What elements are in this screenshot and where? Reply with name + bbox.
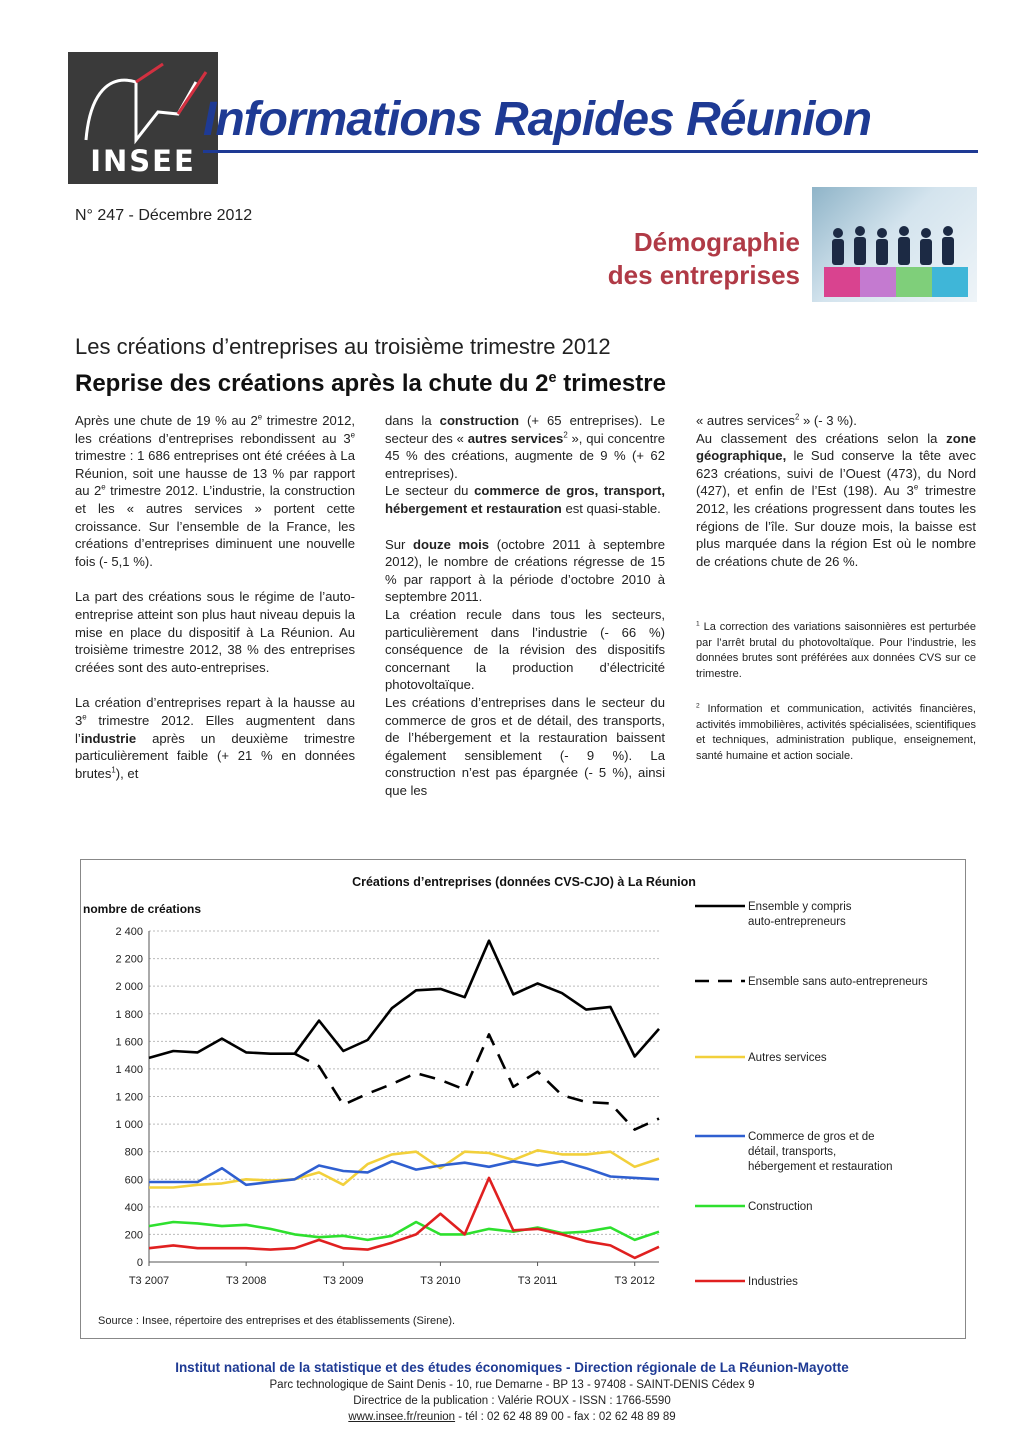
chart-frame <box>80 859 966 1339</box>
y-tick-label: 400 <box>124 1201 143 1214</box>
y-tick-label: 1 000 <box>115 1119 143 1132</box>
footer-contact <box>0 1411 1024 1423</box>
x-tick-label: T3 2007 <box>128 1275 170 1287</box>
theme-label <box>540 226 800 292</box>
footer-organization: Institut national de la statistique et des études économiques - Direction régionale de La Réunion-Mayotte <box>175 1360 849 1375</box>
paragraph: dans la construction (+ 65 entreprises). Le secteur des « autres services$^2$ », qui concentre 45 % des créations, augmente de 9 % (+ 62 entreprises). <box>385 413 666 481</box>
paragraph: Le secteur du commerce de gros, transport, hébergement et restauration est quasi-stable. <box>385 483 665 516</box>
business-people-illustration <box>812 187 977 302</box>
y-tick-label: 1 200 <box>115 1091 143 1104</box>
legend-total-label: auto-entrepreneurs <box>748 916 846 928</box>
paragraph: Les créations d’entreprises dans le secteur du commerce de gros et de détail, des transports, de l’hébergement et la restauration baissent également sensiblement (- 9 %). La construction n’est pas épargnée (- 5 %), ainsi que les <box>385 694 665 798</box>
article-subtitle: Les créations d’entreprises au troisième trimestre 2012 <box>75 334 611 359</box>
paragraph: La part des créations sous le régime de l’auto-entreprise atteint son plus haut niveau depuis la mise en place du dispositif à La Réunion. Au troisième trimestre 2012, 38 % des entreprises créées sont des auto-entreprises. <box>75 589 355 675</box>
headline-text-end: trimestre <box>556 370 666 397</box>
y-tick-label: 0 <box>136 1257 143 1269</box>
footer-address: Parc technologique de Saint Denis - 10, rue Demarne - BP 13 - 97408 - SAINT-DENIS Cédex 9 <box>269 1379 755 1391</box>
footnote-2: $^2$ Information et communication, activités financières, activités immobilières, activités spécialisées, scientifiques et techniques, administration publique, enseignement, santé humaine et action sociale. <box>696 702 976 762</box>
y-axis-label: nombre de créations <box>83 902 202 916</box>
headline-text: Reprise des créations après la chute du 2 <box>75 370 549 397</box>
footnote-1: $^1$ La correction des variations saisonnières est perturbée par l’arrêt brutal du photovoltaïque. Pour l’industrie, les données brutes sont préférées aux données CVS sur ce trimestre. <box>696 620 976 680</box>
legend-construction-label: Construction <box>748 1201 813 1213</box>
series-industries-line <box>149 1178 659 1258</box>
y-tick-label: 800 <box>124 1146 143 1159</box>
footer-director: Directrice de la publication : Valérie ROUX - ISSN : 1766-5590 <box>353 1395 671 1407</box>
publication-title: Informations Rapides Réunion <box>203 93 872 146</box>
article-headline <box>75 370 666 398</box>
headline-sup: e <box>548 370 557 386</box>
series-autres-services-line <box>149 1150 659 1187</box>
y-tick-label: 1 800 <box>115 1008 143 1021</box>
legend-commerce-label: hébergement et restauration <box>748 1161 893 1173</box>
legend-commerce-label: détail, transports, <box>748 1146 837 1158</box>
chart-title: Créations d’entreprises (données CVS-CJO) à La Réunion <box>352 875 696 889</box>
website-link[interactable]: www.insee.fr/reunion <box>348 1411 456 1423</box>
paragraph: « autres services$^2$ » (- 3 %). <box>696 412 857 428</box>
series-commerce-line <box>149 1161 659 1185</box>
x-tick-label: T3 2010 <box>420 1275 461 1287</box>
y-tick-label: 2 400 <box>115 926 143 938</box>
x-tick-label: T3 2008 <box>225 1275 267 1287</box>
column-3 <box>696 412 976 764</box>
y-tick-label: 600 <box>124 1174 143 1187</box>
x-tick-label: T3 2012 <box>614 1275 655 1287</box>
theme-line-2: des entreprises <box>607 260 800 290</box>
legend-industries-label: Industries <box>748 1276 798 1288</box>
line-chart <box>81 860 967 1340</box>
footer-phone: - tél : 02 62 48 89 00 - fax : 02 62 48 89 89 <box>455 1411 676 1423</box>
paragraph: Après une chute de 19 % au 2e trimestre 2012, les créations d’entreprises rebondissent au 3e trimestre : 1 686 entreprises ont été créées à La Réunion, soit une hausse de 13 % par rapport au 2e trimestre 2012. L’industrie, la construction et les « autres services » portent cette croissance. Sur l’ensemble de la France, les créations d’entreprises diminuent une nouvelle fois (- 5,1 %). <box>75 412 355 569</box>
x-tick-label: T3 2011 <box>517 1275 558 1287</box>
y-tick-label: 1 600 <box>115 1036 143 1049</box>
people-puzzle-icon <box>812 187 977 302</box>
title-rule <box>203 150 978 153</box>
paragraph: La création recule dans tous les secteurs, particulièrement dans l’industrie (- 66 %) conséquence de la révision des dispositifs concernant la production d’électricité photovoltaïque. <box>385 606 665 693</box>
y-tick-label: 2 000 <box>115 981 143 994</box>
y-tick-label: 200 <box>124 1229 143 1242</box>
legend-commerce-label: Commerce de gros et de <box>748 1131 875 1143</box>
theme-line-1: Démographie <box>633 227 800 257</box>
column-2 <box>385 412 665 799</box>
x-tick-label: T3 2009 <box>323 1275 364 1287</box>
insee-logo <box>68 52 218 184</box>
chart-source: Source : Insee, répertoire des entreprises et des établissements (Sirene). <box>98 1315 456 1327</box>
paragraph: Sur douze mois (octobre 2011 à septembre 2012), le nombre de créations régresse de 15 % par rapport à la période d’octobre 2010 à septembre 2011. <box>385 536 666 605</box>
y-tick-label: 2 200 <box>115 953 143 966</box>
legend-autres-services-label: Autres services <box>748 1052 827 1064</box>
y-tick-label: 1 400 <box>115 1063 143 1076</box>
paragraph: Au classement des créations selon la zone géographique, le Sud conserve la tête avec 623 créations, suivi de l’Ouest (473), du Nord (427), et enfin de l’Est (198). Au 3e trimestre 2012, les créations progressent dans toutes les régions de l’île. Sur douze mois, la baisse est plus marquée dans la région Est où le nombre de créations chute de 26 %. <box>696 430 976 569</box>
legend-total-label: Ensemble y compris <box>748 901 852 913</box>
column-1 <box>75 412 355 782</box>
paragraph: La création d’entreprises repart à la hausse au 3e trimestre 2012. Elles augmentent dans l’industrie après un deuxième trimestre particulièrement faible (+ 21 % en données brutes$^1$), et <box>75 695 355 781</box>
logo-text: INSEE <box>90 144 196 178</box>
legend-without-ae-label: Ensemble sans auto-entrepreneurs <box>748 976 928 988</box>
issue-number: N° 247 - Décembre 2012 <box>75 207 253 224</box>
